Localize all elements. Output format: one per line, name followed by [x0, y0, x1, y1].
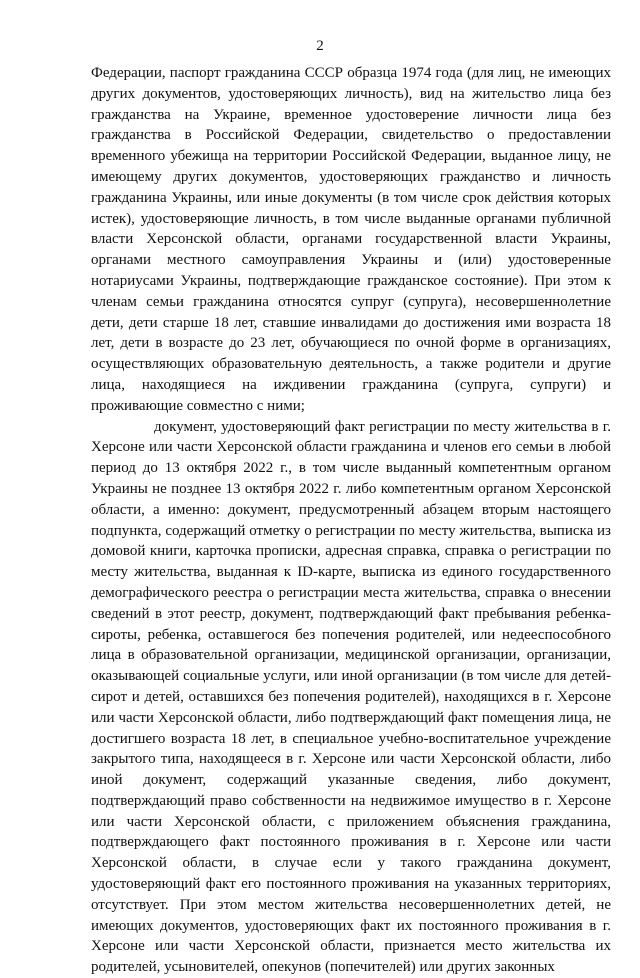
paragraph-identity-documents: Федерации, паспорт гражданина СССР образца 1974 года (для лиц, не имеющих других документов, удостоверяющих личность), вид на жительство лица без гражданства на Украине, временное удостоверение личности лица без гражданства в Российской Федерации, свидетельство о предоставлении временного убежища на территории Российской Федерации, выданное лицу, не имеющему других документов, удостоверяющих гражданство и личность гражданина Украины, или иные документы (в том числе срок действия которых истек), удостоверяющие личность, в том числе выданные органами публичной власти Херсонской области, органами государственной власти Украины, органами местного самоуправления Украины и (или) удостоверенные нотариусами Украины, подтверждающие гражданское состояние). При этом к членам семьи гражданина относятся супруг (супруга), несовершеннолетние дети, дети старше 18 лет, ставшие инвалидами до достижения ими возраста 18 лет, дети в возрасте до 23 лет, обучающиеся по очной форме в организациях, осуществляющих образовательную деятельность, а также родители и другие лица, находящиеся на иждивении гражданина (супруга, супруги) и проживающие совместно с ними;: [91, 65, 611, 414]
paragraph-registration-document: документ, удостоверяющий факт регистрации по месту жительства в г. Херсоне или части Херсонской области гражданина и членов его семьи в любой период до 13 октября 2022 г., в том числе выданный компетентным органом Украины не позднее 13 октября 2022 г. либо компетентным органом Херсонской области, а именно: документ, предусмотренный абзацем вторым настоящего подпункта, содержащий отметку о регистрации по месту жительства, выписка из домовой книги, карточка прописки, адресная справка, справка о регистрации по месту жительства, выданная к ID-карте, выписка из единого государственного демографического реестра о регистрации места жительства, справка о внесении сведений в этот реестр, документ, подтверждающий факт пребывания ребенка-сироты, ребенка, оставшегося без попечения родителей, или недееспособного лица в образовательной организации, медицинской организации, организации, оказывающей социальные услуги, или иной организации (в том числе для детей-сирот и детей, оставшихся без попечения родителей), находящихся в г. Херсоне или части Херсонской области, либо подтверждающий факт помещения лица, не достигшего возраста 18 лет, в специальное учебно-воспитательное учреждение закрытого типа, находящееся в г. Херсоне или части Херсонской области, либо иной документ, содержащий указанные сведения, либо документ, подтверждающий право собственности на недвижимое имущество в г. Херсоне или части Херсонской области, с приложением объяснения гражданина, подтверждающего факт постоянного проживания в г. Херсоне или части Херсонской области, в случае если у такого гражданина документ, удостоверяющий факт его постоянного проживания на указанных территориях, отсутствует. При этом местом жительства несовершеннолетних детей, не имеющих документов, удостоверяющих факт их постоянного проживания в г. Херсоне или части Херсонской области, признается место жительства их родителей, усыновителей, опекунов (попечителей) или других законных: [91, 418, 611, 976]
page-number: 2: [316, 38, 324, 54]
document-body: [91, 63, 611, 978]
